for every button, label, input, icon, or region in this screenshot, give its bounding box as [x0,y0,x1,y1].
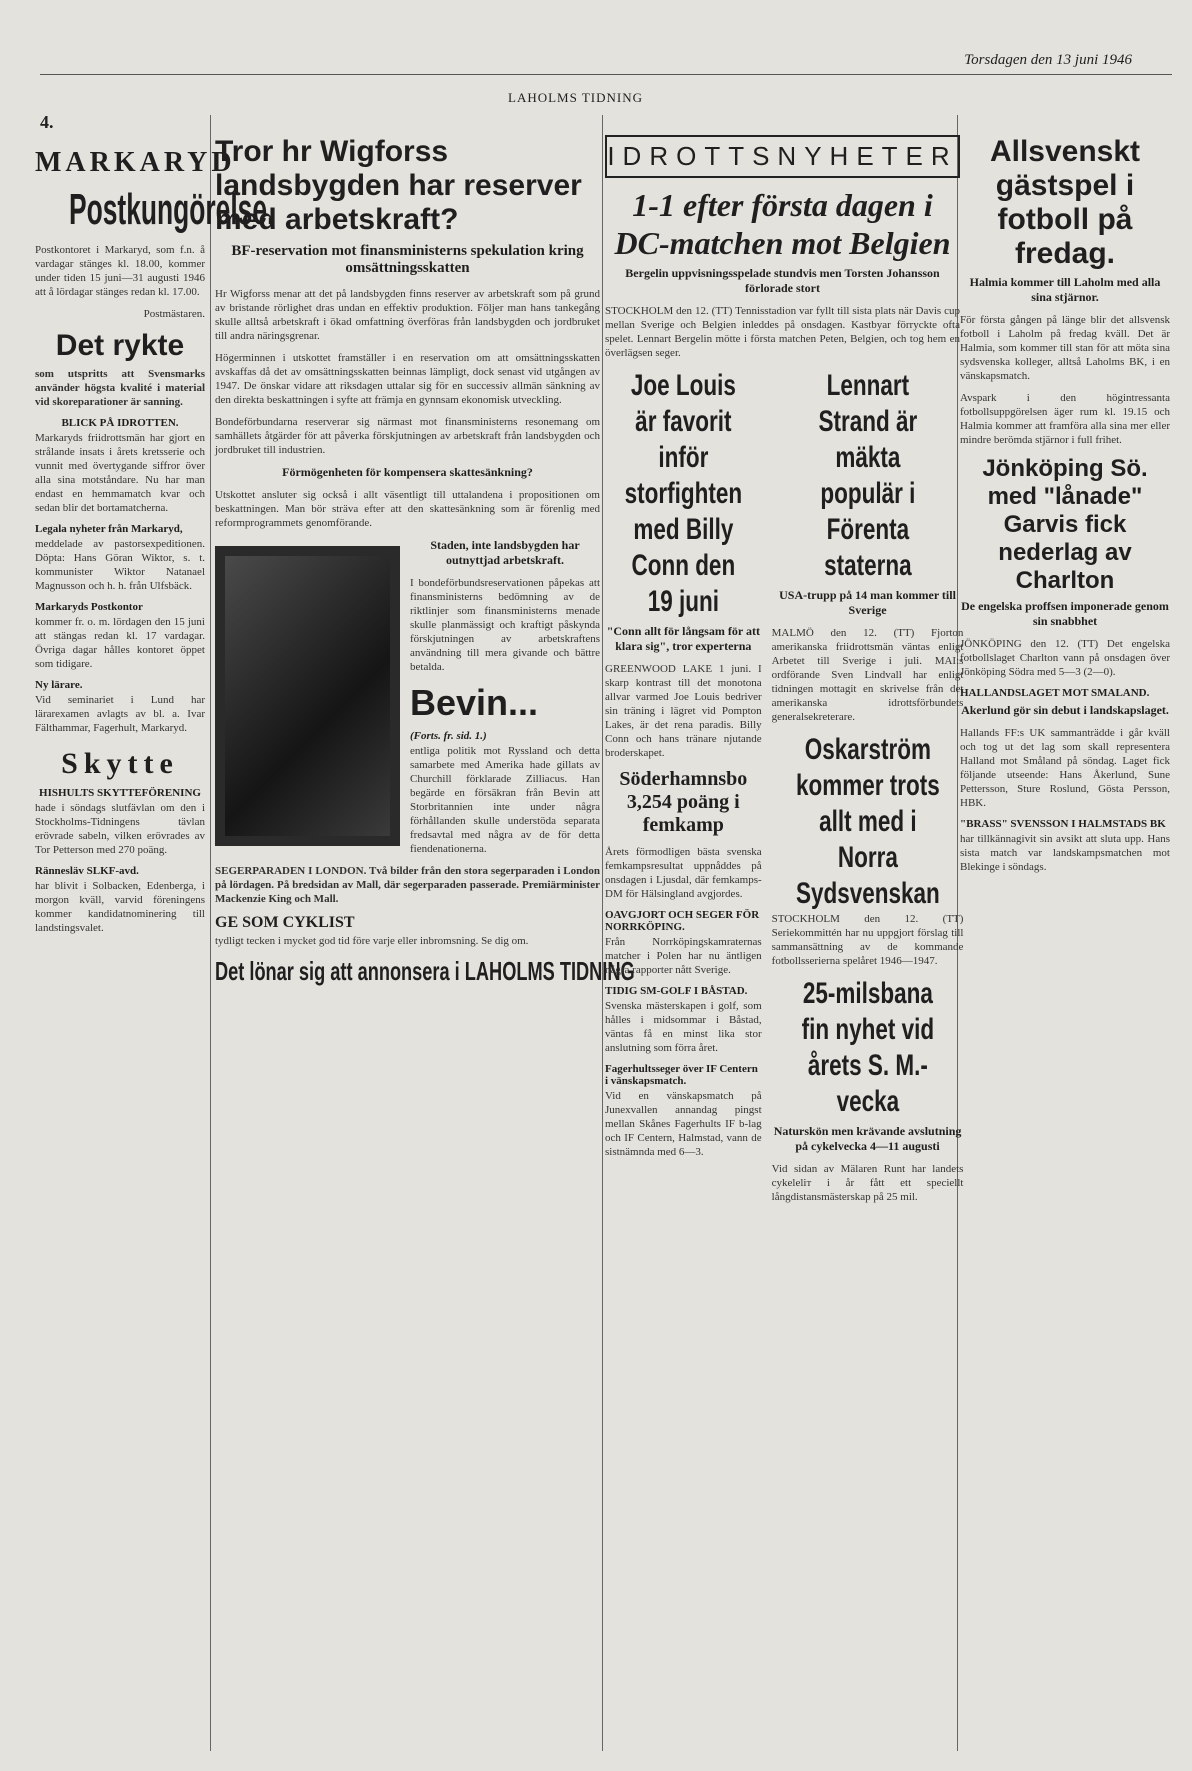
article-text: MALMÖ den 12. (TT) Fjorton amerikanska friidrottsmän väntas enligt Arbetet till Sverige i juli. MAI:s ordförande Sven Lindvall har enligt tidningen mottagit en skrivelse från det amerikanska idrottsförbundets generalsekreterare. [771,627,964,723]
signature: Postmästaren. [143,308,205,320]
article-text: entliga politik mot Ryssland och detta samarbete med Amerika hade gillats av Churchill förklarade Zilliacus. Han begärde en försäkran från Bevin att Storbritannien inte under några förhållanden skulle understöda separata fredsavtal med några av de för detta fiendenationerna. [410,745,600,855]
article-text: STOCKHOLM den 12. (TT) Seriekommittén har nu uppgjort förslag till sammansättning av de kommande fotbollsserierna spelåret 1946—1947. [771,913,964,967]
subheadline: BF-reservation mot finansministerns spekulation kring omsättningsskatten [231,243,584,276]
advert-banner: Det lönar sig att annonsera i LAHOLMS TIDNING [215,956,635,986]
article-text: Utskottet ansluter sig också i allt väsentligt till uttalandena i propositionen om beskattningen. Man bör sträva efter att den skattesänkning som är förenlig med reformprogrammets genomförande. [215,489,600,529]
top-rule [40,74,1172,75]
article-text: Svenska mästerskapen i golf, som hålles i midsommar i Båstad, väntas få en minst lika stor anslutning som förra året. [605,1000,762,1054]
article-text: Hr Wigforss menar att det på landsbygden finns reserver av arbetskraft som på grund av bristande rörlighet dras undan en effektiv produktion. Följer man hans tankegång skulle alltså arbetskraft i ökad omfattning överföras från landsbygden och jordbruket till andra näringsgrenar. [215,288,600,342]
column-rule [210,115,211,1751]
article-text: Markaryds friidrottsmän har gjort en strålande insats i årets kretsserie och vunnit med övertygande siffror över alla sina motståndare. Nu har man endast en hemmamatch kvar och sedan blir det bortamatcherna. [35,432,205,514]
subheadline: "Conn allt för långsam för att klara sig", tror experterna [606,624,760,653]
article-text: Högerminnen i utskottet framställer i en reservation om att omsättningsskatten avskaffas då det av omsättningsskatten beinnas lämpligt, dock senast vid utgången av 1947. De önskar vidare att riksdagen uttalar sig för en successiv allmän sänkning av den direkta beskattningen i syfte att främja en gynnsam ekonomisk utveckling. [215,352,600,406]
article-heading: HALLANDSLAGET MOT SMALAND. [960,687,1150,699]
headline: 25-milsbana fin nyhet vid årets S. M.-vecka [801,977,934,1118]
article-heading: Staden, inte landsbygden har outnyttjad arbetskraft. [430,538,580,567]
continued-note: (Forts. fr. sid. 1.) [410,730,487,742]
article-text: har blivit i Solbacken, Edenberga, i morgon kväll, varvid föreningens kommer kandidatnominering till landstingsvalet. [35,880,205,934]
article-text: Vid sidan av Mälaren Runt har landets cykeleliт i år fått ett speciellt långdistansmästerskap på 25 mil. [771,1163,964,1203]
article-text: För första gången på länge blir det allsvensk fotboll i Laholm på fredag kväll. Det är Halmia, som kommer till stan för att möta sina sydsvenska kolleger, alltså Laholms BK, i en vänskapsmatch. [960,314,1170,382]
headline: Lennart Strand är mäkta populär i Förenta staterna [818,369,917,582]
article-heading: "BRASS" SVENSSON I HALMSTADS BK [960,818,1166,830]
headline: Oskarström kommer trots allt med i Norra Sydsvenskan [795,733,940,910]
headline: Jönköping Sö. med "lånade" Garvis fick nederlag av Charlton [982,455,1148,594]
headline: Söderhamnsbo 3,254 poäng i femkamp [619,768,748,836]
headline: Tror hr Wigforss landsbygden har reserver med arbetskraft? [215,135,582,236]
column-sports [605,135,964,1751]
subheadline: USA-trupp på 14 man kommer till Sverige [779,588,956,617]
photo-caption: SEGERPARADEN I LONDON. Två bilder från den stora segerparaden i London på lördagen. På bredsidan av Mall, där segerparaden passerade. Premiärminister Mackenzie King och Mall. [215,865,600,905]
column-allsvenskt [960,135,1170,1751]
article-text: Från Norrköpingskamraternas matcher i Polen har nu äntligen några rapporter nått Sverige. [605,936,762,976]
news-photo [215,546,400,846]
article-text: Bondeförbundarna reserverar sig närmast mot finansministerns resonemang om samhällets åtgärder för att påverka förskjutningen av arbetskraft från landsbygden och jordbruket till industrien. [215,416,600,456]
article-text: GREENWOOD LAKE 1 juni. I skarp kontrast till det monotona allvar varmed Joe Louis bedriver sin träning i lägret vid Pompton Lakes, är det rena paradis. Billy Conn och hans tränare njutande broderskapet. [605,663,762,759]
article-heading: Förmögenheten för kompensera skattesänkning? [282,465,533,479]
article-heading: OAVGJORT OCH SEGER FÖR NORRKÖPING. [605,909,760,933]
article-text: meddelade av pastorsexpeditionen. Döpta: Hans Göran Wiktor, s. t. kommunister Wiktor Natanael Magnusson och h. h. från Ulfsbäck. [35,538,205,592]
header-paper-name: LAHOLMS TIDNING [508,90,644,105]
article-text: Hallands FF:s UK sammanträdde i går kväll och tog ut det lag som skall representera Halland mot Småland på söndag. Laget fick följande utseende: Hans Åkerlund, Sune Pettersson, Sture Roslund, Gösta Persson, HBK. [960,727,1170,809]
article-text: JÖNKÖPING den 12. (TT) Det engelska fotbollslaget Charlton vann på onsdagen över Jönköping Södra med 5—3 (2—0). [960,638,1170,678]
headline: 1-1 efter första dagen i DC-matchen mot Belgien [614,187,951,261]
header-date: Torsdagen den 13 juni 1946 [964,52,1132,68]
article-louis [605,368,762,1212]
article-text: Postkontoret i Markaryd, som f.n. å vardagar stänges kl. 18.00, kommer under tiden 15 juni—31 augusti 1946 att å lördagar stänges redan kl. 17.00. [35,244,205,298]
article-heading: HISHULTS SKYTTEFÖRENING [39,787,201,799]
subheadline: Naturskön men krävande avslutning på cykelvecka 4—11 augusti [773,1124,962,1153]
column-rule [602,115,603,1751]
subheadline: Halmia kommer till Laholm med alla sina stjärnor. [969,275,1161,304]
headline: Postkungörelse. [69,185,275,234]
article-heading: Ny lärare. [35,679,83,691]
article-text: hade i söndags slutfävlan om den i Stockholms-Tidningens tävlan erövrade sabeln, vilken erövrades av Tor Petterson med 270 poäng. [35,802,205,856]
article-heading: Markaryds Postkontor [35,601,143,613]
two-column-headlines [605,368,964,1212]
article-text: STOCKHOLM den 12. (TT) Tennisstadion var fyllt till sista plats när Davis cup mellan Sverige och Belgien inleddes på onsdagen. Kastbyar förryckte ofta spelet. Lennart Bergelin mötte i första matchen Peten, Belgien, och tog hem en överlägsen seger. [605,305,960,359]
column-wigforss [215,135,635,1751]
article-text: kommer fr. o. m. lördagen den 15 juni att stängas redan kl. 17 vardagar. Övriga dagar hålles kontoret öppet som tidigare. [35,616,205,670]
article-text: I bondeförbundsreservationen påpekas att finansministerns bedömning av de riktlinjer som finansministerns menade skulle planmässigt och kraftigt påskynda förskjutningen av arbetskraftens användning till mera givande och bättre betalda. [410,577,600,673]
section-box-title: IDROTTSNYHETER [605,135,960,178]
article-text: tydligt tecken i mycket god tid före varje eller inbromsning. Se dig om. [215,935,529,947]
page-number: 4. [40,112,54,132]
article-text: har tillkännagivit sin avsikt att sluta upp. Hans sista match var landskampsmatchen mot Blekinge i söndags. [960,833,1170,873]
article-text: Avspark i den högintressanta fotbollsuppgörelsen äger rum kl. 19.15 och Halmia kommer att framföra alla sina mer eller mindre berömda stjärnor i full frihet. [960,392,1170,446]
article-heading: Fagerhultsseger över IF Centern i vänskapsmatch. [605,1063,758,1087]
subheadline: Akerlund gör sin debut i landskapslaget. [961,703,1169,717]
ad-headline: Det rykte [55,329,185,362]
article-strand [772,368,964,1212]
article-heading: Rännesläv SLKF-avd. [35,865,139,877]
article-heading: TIDIG SM-GOLF I BÅSTAD. [605,985,748,997]
subheadline: Bergelin uppvisningsspelade stundvis men Torsten Johansson förlorade stort [625,266,940,295]
article-heading: GE SOM CYKLIST [215,914,355,931]
section-title: Skytte [61,747,179,780]
headline: Joe Louis är favorit inför storfighten med Billy Conn den 19 juni [624,369,743,618]
article-heading: Legala nyheter från Markaryd, [35,523,183,535]
article-text: Vid en vänskapsmatch på Junexvallen annandag pingst mellan Skånes Fagerhults IF b-lag och IF Centern, Halmstad, vann de sistnämnda med 6—3. [605,1090,762,1158]
article-heading: BLICK PÅ IDROTTEN. [61,417,179,429]
article-heading: Bevin... [410,682,539,723]
column-markaryd [35,135,275,1751]
ad-text: som utspritts att Svensmarks använder högsta kvalité i material vid skoreparationer är sanning. [35,368,205,408]
section-title: MARKARYD [35,147,236,178]
headline: Allsvenskt gästspel i fotboll på fredag. [989,135,1141,270]
subheadline: De engelska proffsen imponerade genom sin snabbhet [961,599,1169,628]
article-text: Årets förmodligen bästa svenska femkampsresultat uppnåddes på onsdagen i Ljusdal, där femkamps-DM för Hälsingland avgjordes. [605,846,762,900]
article-text: Vid seminariet i Lund har lärarexamen avlagts av bl. a. Ivar Fälthammar, Fagerhult, Markaryd. [35,694,205,734]
